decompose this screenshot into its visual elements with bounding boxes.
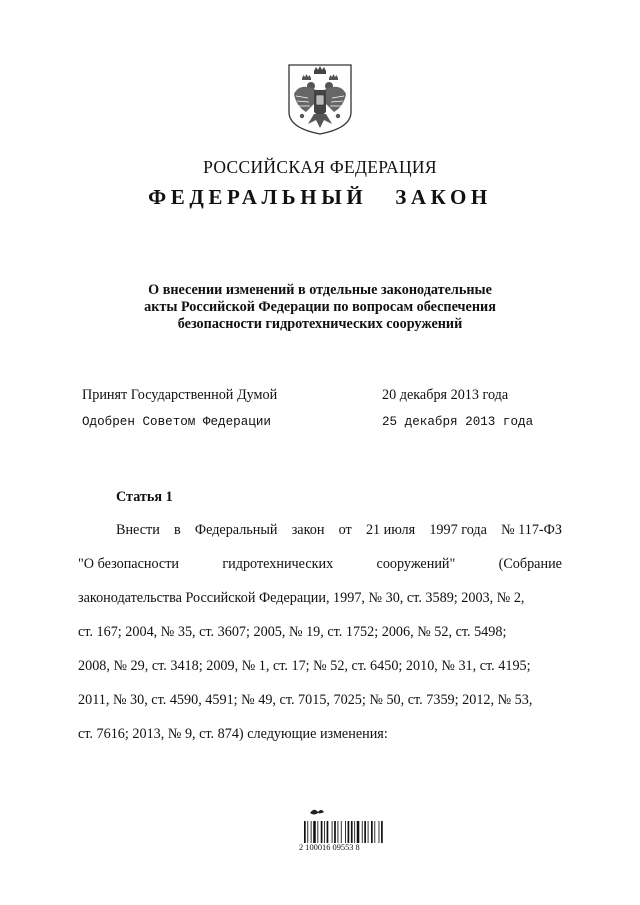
article-body xyxy=(78,519,562,757)
article-word: в xyxy=(173,522,181,538)
barcode-number: 2 100016 09553 8 xyxy=(299,843,360,852)
barcode-bar xyxy=(364,821,366,843)
barcode-bar xyxy=(381,821,383,843)
article-word: Федеральный xyxy=(194,522,278,538)
article-word: сооружений" xyxy=(376,556,456,572)
article-word: Внести xyxy=(116,522,160,538)
barcode-bar xyxy=(351,821,353,843)
law-title xyxy=(110,282,530,333)
article-word: 1997 года xyxy=(429,522,487,538)
council-approval-date: 25 декабря 2013 года xyxy=(382,415,534,429)
barcode-bar xyxy=(374,821,375,843)
coat-of-arms-icon xyxy=(286,62,354,136)
barcode-bar xyxy=(348,821,350,843)
article-word: гидротехнических xyxy=(222,556,334,572)
barcode-bar xyxy=(313,821,316,843)
article-word: (Собрание xyxy=(498,556,562,572)
article-text-line xyxy=(78,587,562,621)
article-word: от xyxy=(338,522,352,538)
article-word: 2011, № 30, ст. 4590, 4591; № 49, ст. 7015, 7025; № 50, ст. 7359; 2012, № 53, xyxy=(78,692,533,708)
barcode-bar xyxy=(321,821,323,843)
council-approval-label: Одобрен Советом Федерации xyxy=(82,415,271,429)
document-type: ФЕДЕРАЛЬНЫЙ ЗАКОН xyxy=(148,185,492,209)
article-text-line xyxy=(78,689,562,723)
barcode-bar xyxy=(368,821,369,843)
duma-adoption-label: Принят Государственной Думой xyxy=(82,387,278,403)
article-word: 2008, № 29, ст. 3418; 2009, № 1, ст. 17; № 52, ст. 6450; 2010, № 31, ст. 4195; xyxy=(78,658,531,674)
article-word: № 117-ФЗ xyxy=(501,522,562,538)
barcode-bar xyxy=(311,821,312,843)
barcode-bar xyxy=(317,821,318,843)
article-word: "О безопасности xyxy=(78,556,180,572)
article-text-line xyxy=(78,723,562,757)
barcode-bar xyxy=(327,821,329,843)
barcode-bar xyxy=(362,821,363,843)
barcode-bar xyxy=(357,821,360,843)
barcode-bar xyxy=(345,821,346,843)
barcode-bar xyxy=(334,821,336,843)
article-heading: Статья 1 xyxy=(116,489,173,505)
article-text-line xyxy=(78,553,562,587)
article-word: ст. 167; 2004, № 35, ст. 3607; 2005, № 19, ст. 1752; 2006, № 52, ст. 5498; xyxy=(78,624,507,640)
barcode-bar xyxy=(332,821,333,843)
article-word: 21 июля xyxy=(365,522,416,538)
article-word: закон xyxy=(291,522,325,538)
duma-adoption-date: 20 декабря 2013 года xyxy=(382,387,509,403)
law-title-line: акты Российской Федерации по вопросам обеспечения xyxy=(144,299,496,315)
barcode-bar xyxy=(307,821,308,843)
barcode-bar xyxy=(379,821,380,843)
barcode-bar xyxy=(341,821,342,843)
barcode-bar xyxy=(354,821,355,843)
country-name: РОССИЙСКАЯ ФЕДЕРАЦИЯ xyxy=(203,157,437,177)
barcode-bar xyxy=(304,821,306,843)
barcode-bar xyxy=(338,821,339,843)
law-title-line: безопасности гидротехнических сооружений xyxy=(177,316,463,332)
article-text-line xyxy=(78,655,562,689)
article-word: законодательства Российской Федерации, 1997, № 30, ст. 3589; 2003, № 2, xyxy=(78,590,525,606)
article-text-line xyxy=(78,519,562,553)
article-word: ст. 7616; 2013, № 9, ст. 874) следующие изменения: xyxy=(78,726,388,742)
barcode-bar xyxy=(324,821,325,843)
law-title-line: О внесении изменений в отдельные законодательные xyxy=(148,282,492,298)
article-text-line xyxy=(78,621,562,655)
barcode-bar xyxy=(371,821,373,843)
